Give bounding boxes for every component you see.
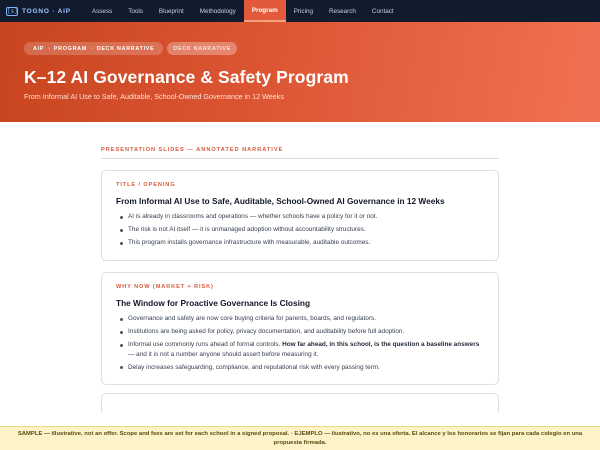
slide-tag: TITLE / OPENING <box>116 182 176 188</box>
nav-link-assess[interactable]: Assess <box>91 7 113 15</box>
nav-link-tools[interactable]: Tools <box>128 7 143 15</box>
slide-bullet-list <box>116 212 484 248</box>
bullet-emphasis: How far ahead, in this school, is the question a baseline answers <box>282 340 480 348</box>
nav-link-methodology[interactable]: Methodology <box>199 7 236 15</box>
slide-card-why-now <box>101 272 499 386</box>
bullet-text: — and it is not a number anyone should assert before measuring it. <box>128 350 319 358</box>
list-item: This program installs governance infrastructure with measurable, auditable outcomes. <box>116 238 484 248</box>
shield-logo-icon: [s] <box>7 7 18 15</box>
slide-tag: WHY NOW (MARKET + RISK) <box>116 283 214 290</box>
list-item: Delay increases safeguarding, compliance, and reputational risk with every passing term. <box>116 363 484 373</box>
bullet-text: Informal use commonly runs ahead of formal controls. <box>128 340 283 348</box>
list-item: Governance and safety are now core buying criteria for parents, boards, and regulators. <box>116 314 484 324</box>
nav-link-research[interactable]: Research <box>328 7 356 15</box>
nav-link-program[interactable]: Program <box>244 0 286 22</box>
sample-disclaimer-banner <box>0 426 600 450</box>
slide-title: The Window for Proactive Governance Is Closing <box>116 297 311 308</box>
page-title: K–12 AI Governance & Safety Program <box>24 67 349 87</box>
current-page-badge: DECK NARRATIVE <box>167 42 237 55</box>
list-item: Institutions are being asked for policy, privacy documentation, and auditability before full adoption. <box>116 327 484 337</box>
list-item: AI is already in classrooms and operations — whether schools have a policy for it or not. <box>116 212 484 222</box>
nav-link-blueprint[interactable]: Blueprint <box>158 7 184 15</box>
list-item: The risk is not AI itself — it is unmanaged adoption without accountability structures. <box>116 225 484 235</box>
breadcrumb-program[interactable]: PROGRAM <box>53 45 87 52</box>
nav-link-contact[interactable]: Contact <box>371 7 394 15</box>
list-item <box>116 340 484 359</box>
disclaimer-text: SAMPLE — illustrative, not an offer. Scope and fees are set for each school in a signed proposal. · EJEMPLO — ilustrativo, no es una oferta. El alcance y los honorarios se fijan para cada colegio en una propuesta firmada. <box>17 430 583 446</box>
slide-title: From Informal AI Use to Safe, Auditable, School-Owned AI Governance in 12 Weeks <box>116 196 445 206</box>
breadcrumb-trail <box>24 42 163 55</box>
nav-link-pricing[interactable]: Pricing <box>293 7 313 15</box>
main-content <box>0 122 600 413</box>
slide-card-next <box>101 393 499 413</box>
breadcrumb-deck-narrative[interactable]: DECK NARRATIVE <box>96 45 155 52</box>
section-label: PRESENTATION SLIDES — ANNOTATED NARRATIVE <box>101 147 499 159</box>
breadcrumb-separator: › <box>90 45 93 52</box>
nav-links <box>84 0 402 22</box>
brand-logo[interactable] <box>6 7 71 16</box>
hero-banner <box>0 22 600 122</box>
brand-name: TOGNO · AIP <box>22 7 71 15</box>
breadcrumb-separator: › <box>48 45 50 52</box>
slide-bullet-list <box>116 314 484 372</box>
page-subtitle: From Informal AI Use to Safe, Auditable, School-Owned Governance in 12 Weeks <box>24 92 284 101</box>
top-nav <box>0 0 600 22</box>
slide-card-title <box>101 170 499 261</box>
breadcrumb-aip[interactable]: AIP <box>33 45 45 52</box>
breadcrumb <box>24 42 576 55</box>
